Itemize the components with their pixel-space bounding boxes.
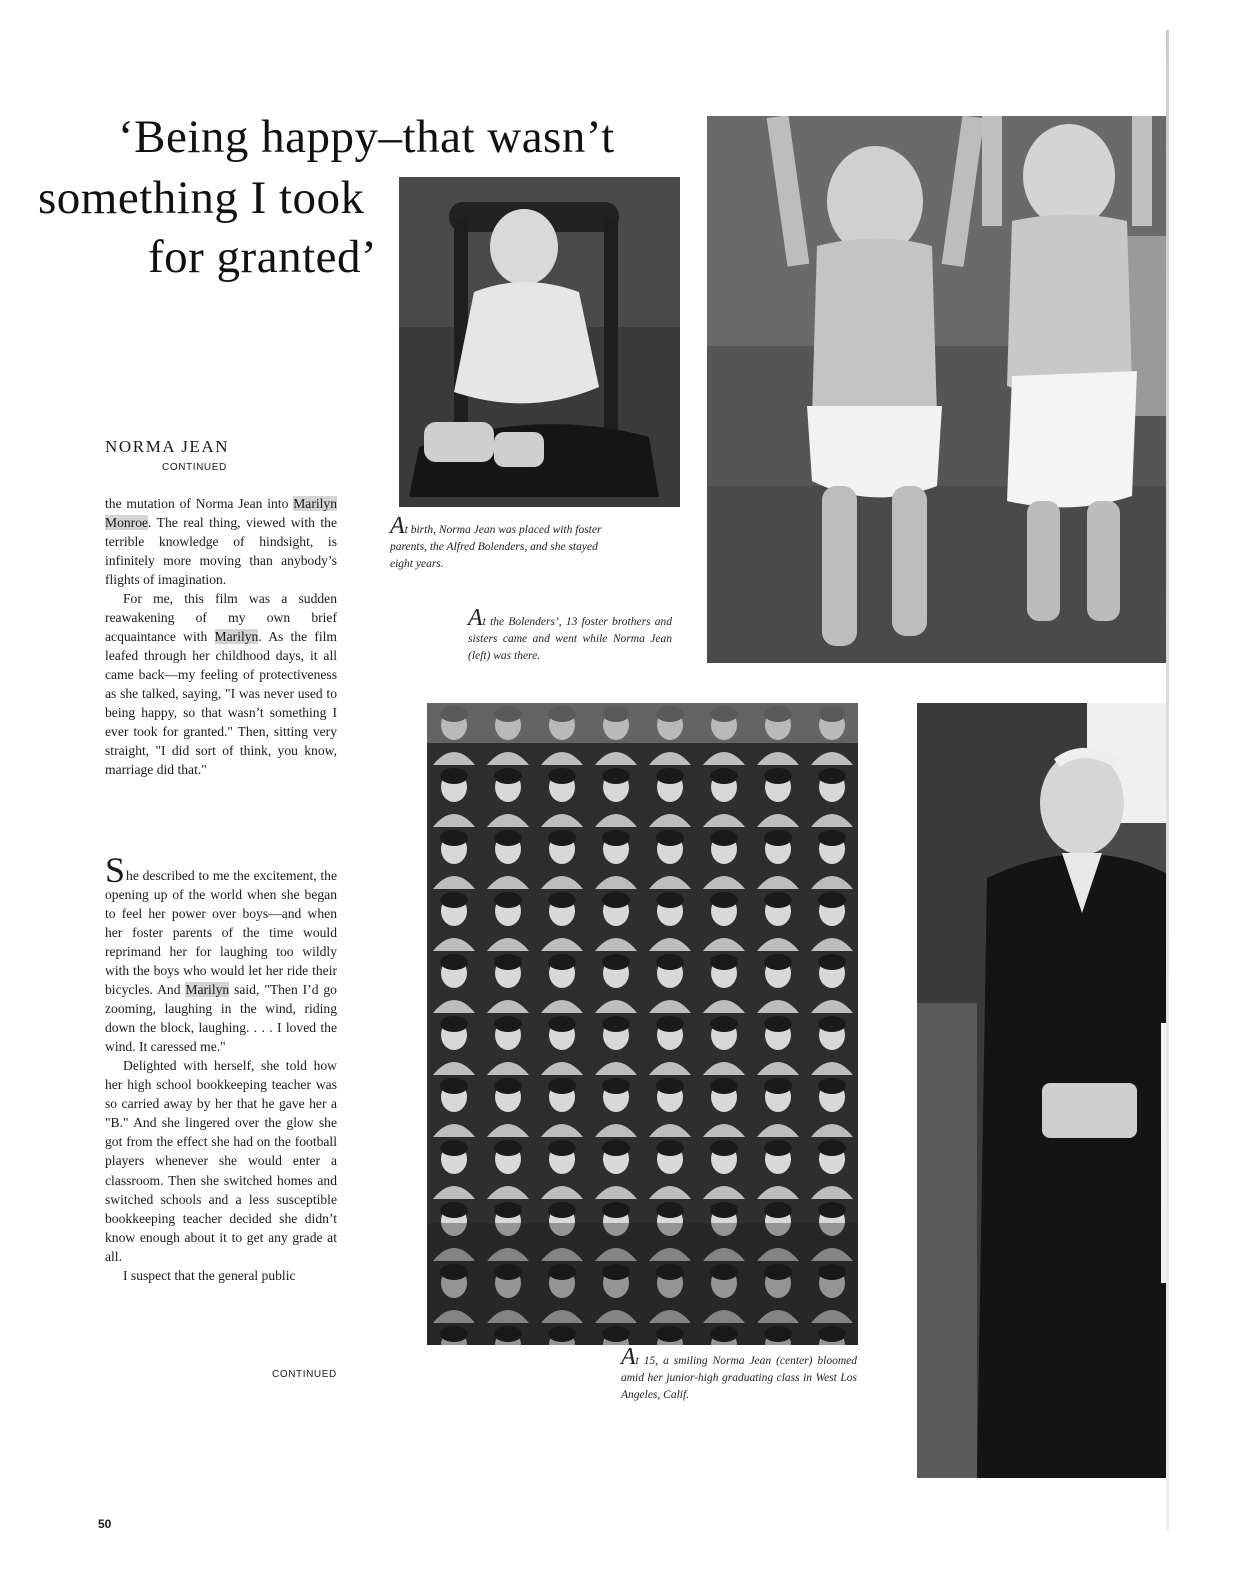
older-man-photo	[917, 703, 1166, 1478]
caption-graduating-class: At 15, a smiling Norma Jean (center) bloomed amid her junior-high graduating class in West Los Angeles, Calif.	[621, 1344, 857, 1402]
page-number: 50	[98, 1517, 112, 1531]
continued-on-label: CONTINUED	[272, 1369, 337, 1380]
paragraph-5: I suspect that the general public	[123, 1267, 296, 1283]
headline-line-2: something I took	[38, 172, 365, 224]
headline-line-3: for granted’	[148, 231, 378, 283]
paragraph-2: For me, this film was a sudden reawakening of my own brief acquaintance with Marilyn. As the film leafed through her childhood days, it all came back—my feeling of protectiveness as she talked, saying, "I was never used to being happy, so that wasn’t something I ever took for granted." Then, sitting very straight, "I did sort of think, you know, marriage did that."	[105, 591, 337, 778]
foster-siblings-photo	[707, 116, 1166, 663]
article-body-top	[105, 494, 337, 779]
caption-baby: At birth, Norma Jean was placed with foster parents, the Alfred Bolenders, and she stayed eight years.	[390, 513, 602, 571]
section-title: NORMA JEAN	[105, 437, 230, 456]
caption-foster-siblings: At the Bolenders’, 13 foster brothers and sisters came and went while Norma Jean (left) was there.	[468, 605, 672, 663]
page-edge	[1166, 30, 1169, 1530]
headline-line-1: ‘Being happy–that wasn’t	[118, 111, 615, 163]
name-highlight: Marilyn Monroe	[105, 496, 337, 531]
name-highlight: Marilyn	[185, 982, 230, 998]
paragraph-1: the mutation of Norma Jean into Marilyn Monroe. The real thing, viewed with the terrible knowledge of hindsight, is infinitely more moving than anybody’s flights of imagination.	[105, 496, 337, 588]
continued-from-label: CONTINUED	[162, 462, 227, 473]
paragraph-3: She described to me the excitement, the opening up of the world when she began to feel her power over boys—and when her foster parents of the time would reprimand her for laughing too wildly with the boys who would let her ride their bicycles. And Marilyn said, "Then I’d go zooming, laughing in the wind, riding down the block, laughing. . . . I loved the wind. It caressed me."	[105, 850, 337, 1055]
drop-cap: S	[105, 850, 126, 890]
paragraph-4: Delighted with herself, she told how her high school bookkeeping teacher was so carried away by her that he gave her a "B." And she lingered over the glow she got from the effect she had on the football players whenever she would enter a classroom. Then she switched homes and switched schools and a less susceptible bookkeeping teacher decided she didn’t know enough about it to get any grade at all.	[105, 1058, 337, 1264]
baby-photo	[399, 177, 680, 507]
article-body-bottom	[105, 850, 337, 1285]
name-highlight: Marilyn	[214, 629, 259, 645]
graduating-class-photo	[427, 703, 858, 1345]
